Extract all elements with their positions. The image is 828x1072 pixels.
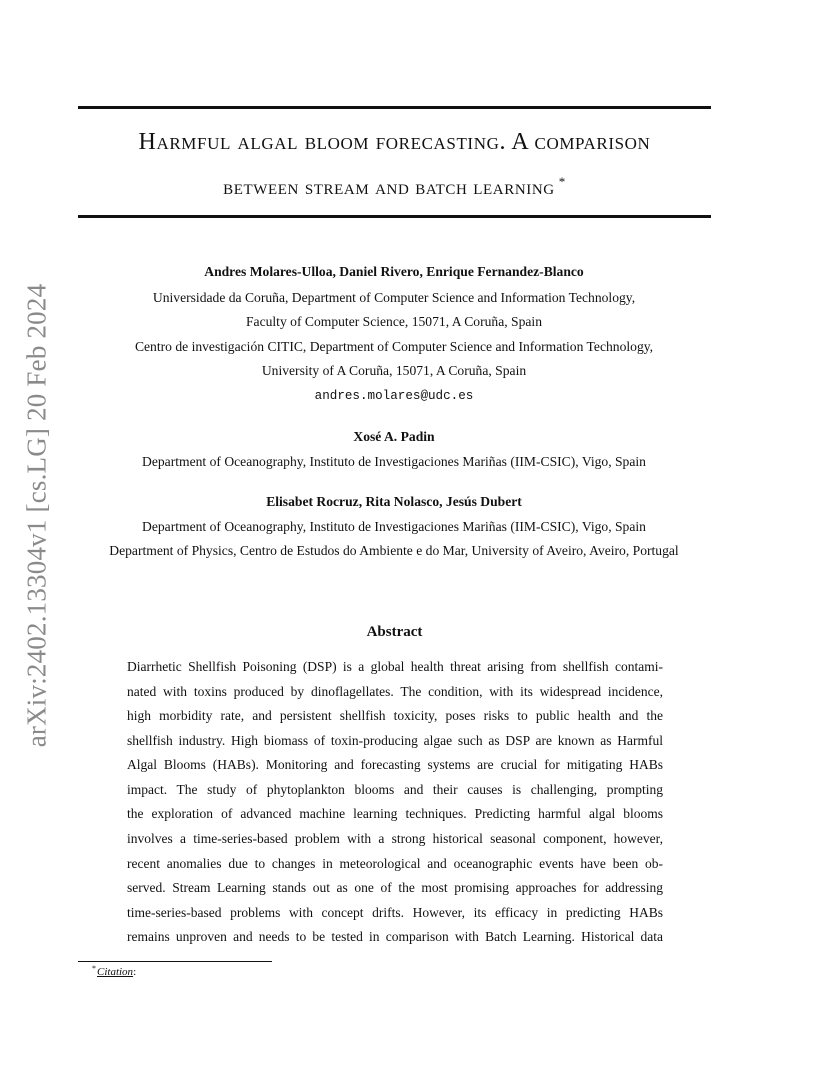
author-names-group-3: Elisabet Rocruz, Rita Nolasco, Jesús Dubert: [266, 494, 522, 509]
paper-title-line-1: Harmful algal bloom forecasting. A comparison: [138, 129, 651, 155]
footnote-rule: [78, 961, 272, 962]
abstract-line: nated with toxins produced by dinoflagellates. The condition, with its widespread incidence,: [127, 684, 663, 699]
footnote-suffix: :: [133, 966, 137, 978]
title-top-rule: [78, 106, 711, 109]
abstract-line: remains unproven and needs to be tested in comparison with Batch Learning. Historical data: [127, 929, 663, 944]
abstract-line: time-series-based problems with concept drifts. However, its efficacy in predicting HABs: [127, 905, 663, 920]
abstract-line: high morbidity rate, and persistent shellfish toxicity, poses risks to public health and the: [127, 708, 663, 723]
affiliation-line: University of A Coruña, 15071, A Coruña, Spain: [261, 363, 527, 378]
abstract-line: recent anomalies due to changes in meteorological and oceanographic events have been ob-: [127, 856, 663, 871]
abstract-line: shellfish industry. High biomass of toxin-producing algae such as DSP are known as Harmful: [127, 733, 663, 748]
abstract-line: Diarrhetic Shellfish Poisoning (DSP) is a global health threat arising from shellfish contami-: [127, 659, 663, 674]
author-names-group-2: Xosé A. Padin: [353, 429, 435, 444]
title-bottom-rule: [78, 215, 711, 218]
affiliation-line: Department of Physics, Centro de Estudos do Ambiente e do Mar, University of Aveiro, Aveiro, Portugal: [109, 543, 679, 558]
arxiv-identifier-text: arXiv:2402.13304v1 [cs.LG] 20 Feb 2024: [21, 283, 52, 747]
affiliation-line: Universidade da Coruña, Department of Computer Science and Information Technology,: [152, 290, 636, 305]
abstract-line: the exploration of advanced machine learning techniques. Predicting harmful algal blooms: [127, 806, 663, 821]
author-email-link[interactable]: andres.molares@udc.es: [314, 389, 474, 403]
abstract-line: Algal Blooms (HABs). Monitoring and forecasting systems are crucial for mitigating HABs: [127, 757, 663, 772]
abstract-heading: Abstract: [366, 624, 423, 640]
affiliation-line: Department of Oceanography, Instituto de Investigaciones Mariñas (IIM-CSIC), Vigo, Spain: [142, 454, 646, 469]
abstract-line: impact. The study of phytoplankton blooms and their causes is challenging, prompting: [127, 782, 663, 797]
title-footnote-mark: *: [558, 174, 566, 189]
citation-link[interactable]: Citation: [97, 966, 134, 978]
paper-title-line-2: [78, 174, 711, 200]
paper-title-line-2-text: between stream and batch learning: [223, 175, 555, 199]
citation-footnote: [92, 964, 136, 978]
affiliation-line: Faculty of Computer Science, 15071, A Coruña, Spain: [245, 314, 542, 329]
author-names-group-1: Andres Molares-Ulloa, Daniel Rivero, Enrique Fernandez-Blanco: [204, 264, 584, 279]
arxiv-identifier-stamp: [21, 283, 52, 747]
affiliation-line: Centro de investigación CITIC, Department of Computer Science and Information Technology,: [134, 339, 654, 354]
abstract-line: served. Stream Learning stands out as one of the most promising approaches for addressing: [127, 880, 663, 895]
affiliation-line: Department of Oceanography, Instituto de Investigaciones Mariñas (IIM-CSIC), Vigo, Spain: [142, 519, 646, 534]
abstract-line: involves a time-series-based problem with a strong historical seasonal component, however,: [127, 831, 663, 846]
footnote-mark: *: [92, 964, 96, 973]
